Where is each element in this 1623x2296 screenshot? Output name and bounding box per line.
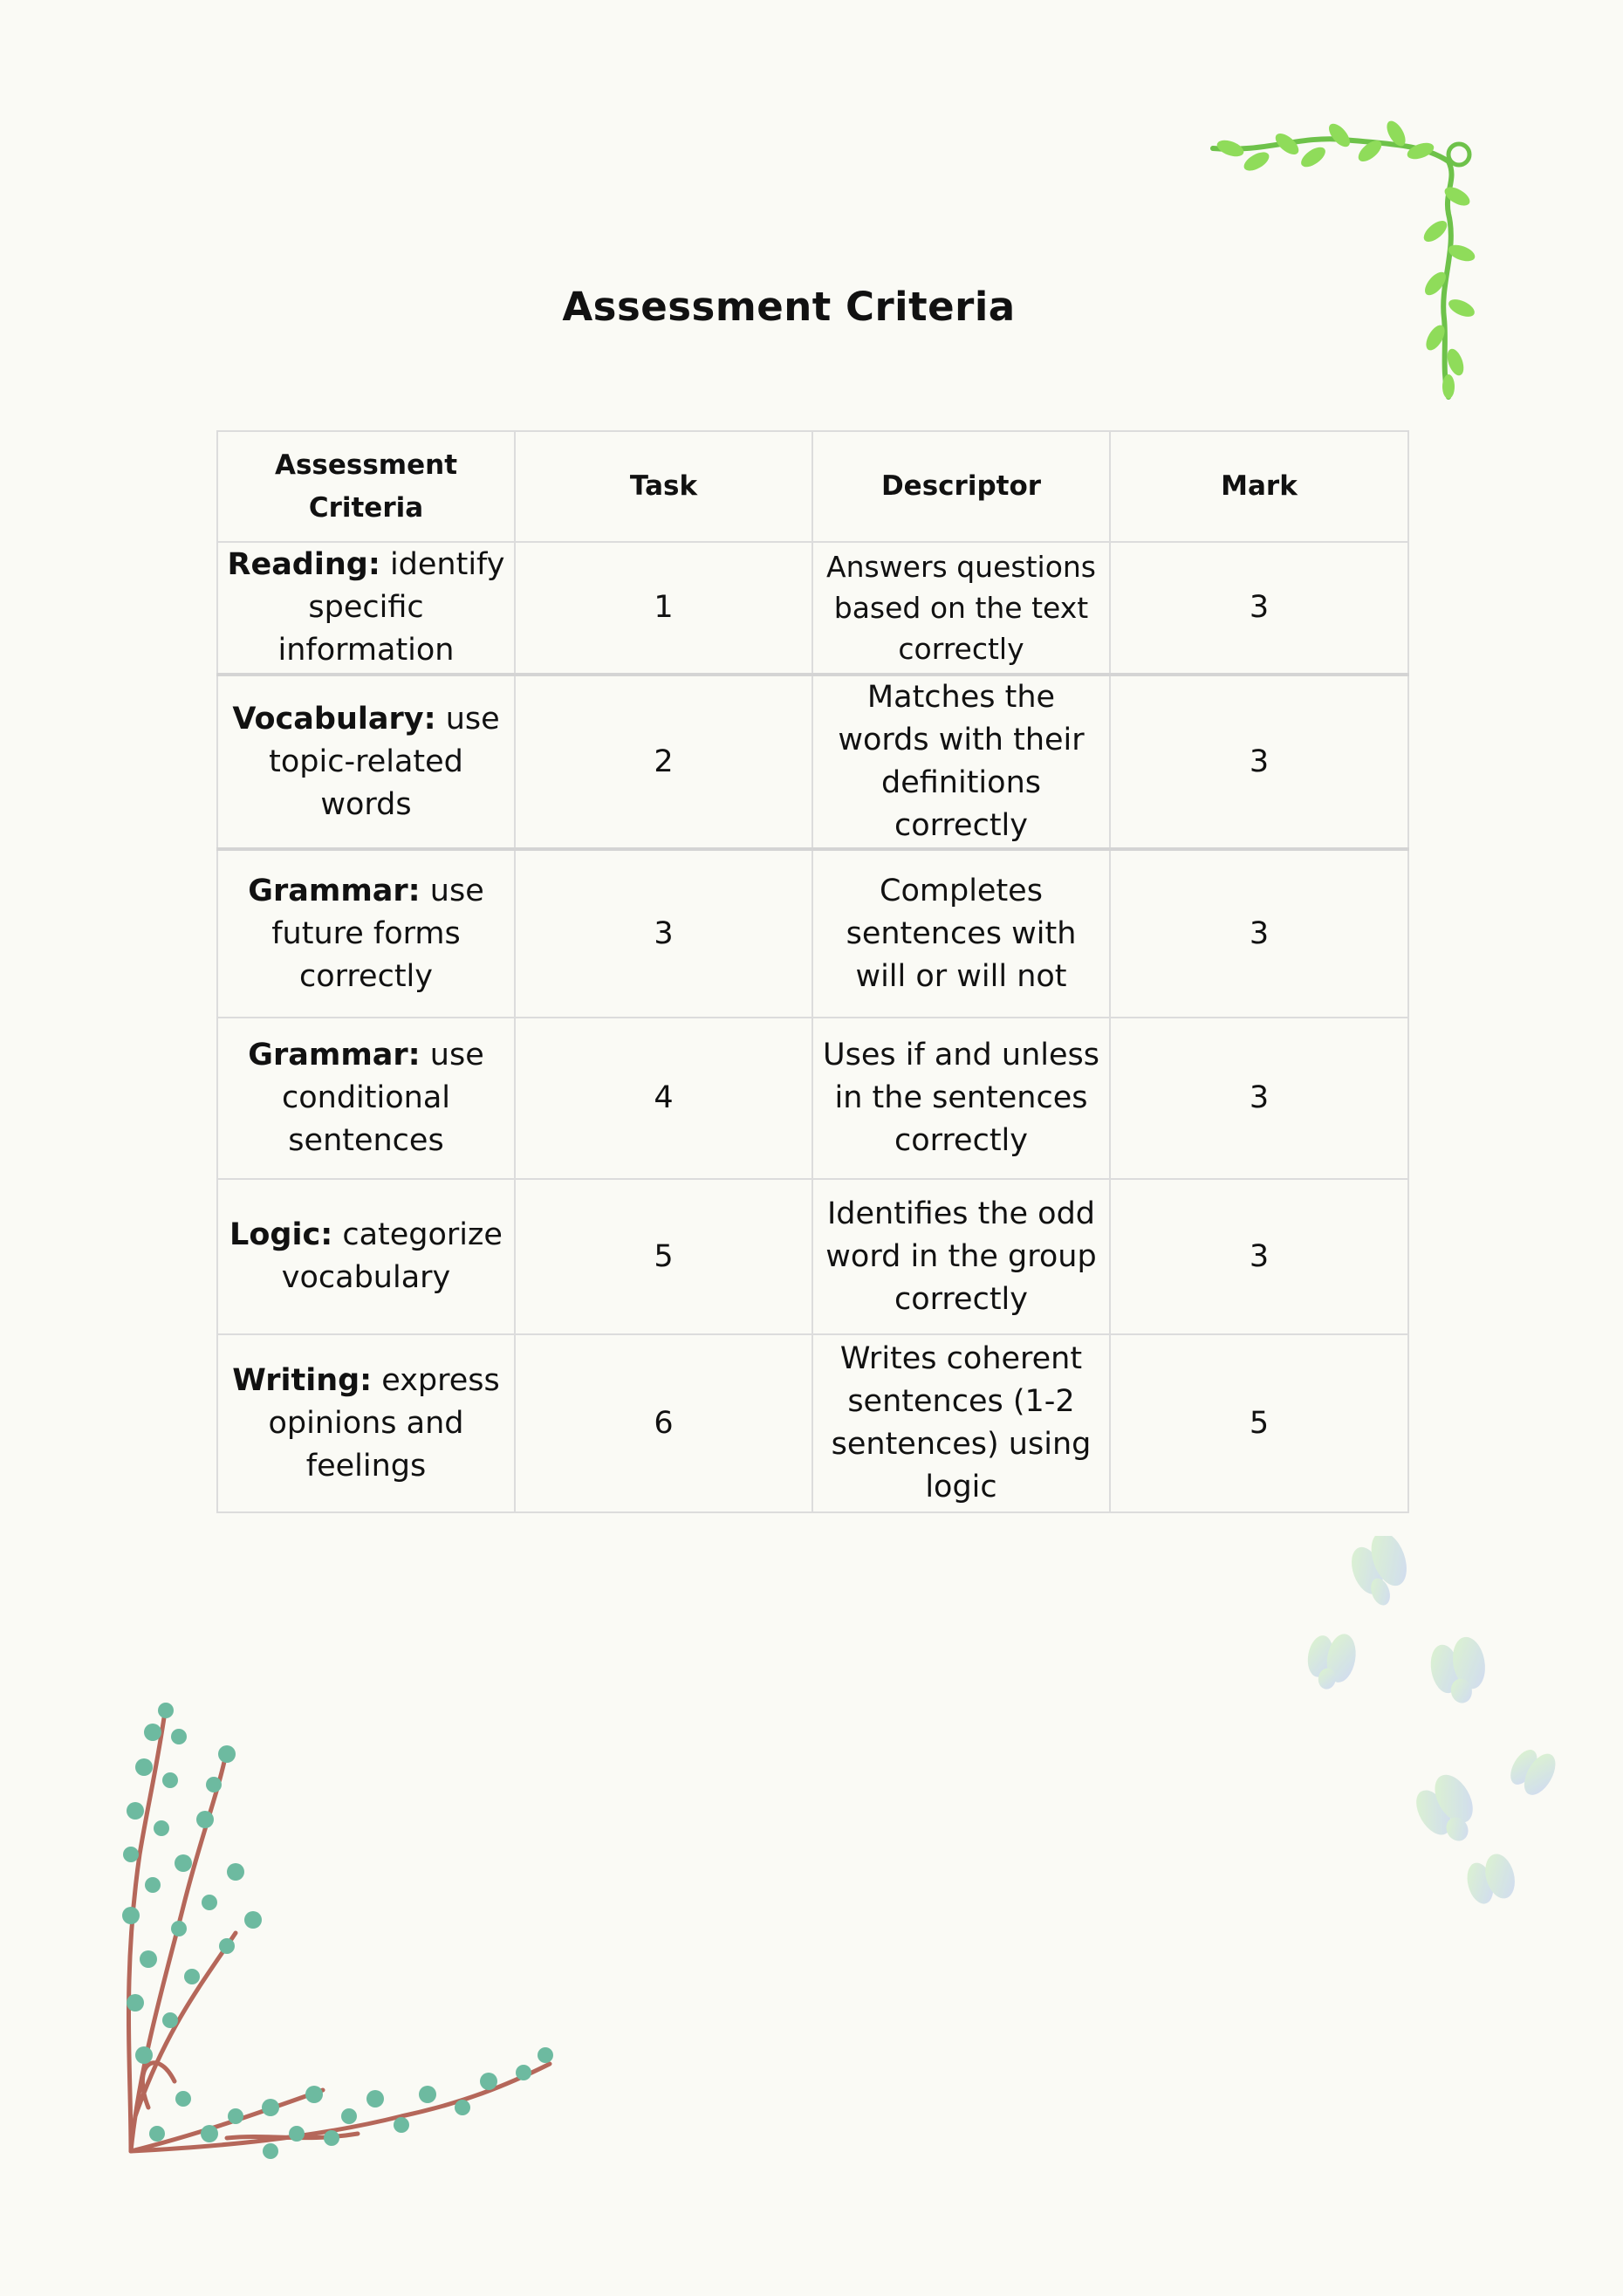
header-assessment-criteria: Assessment Criteria (217, 431, 515, 542)
table-row (217, 1179, 1408, 1334)
criterion-text: use topic-related words (269, 701, 500, 822)
table-row (217, 542, 1408, 675)
mark-cell: 3 (1110, 1179, 1408, 1334)
mark-cell: 3 (1110, 542, 1408, 675)
criterion-cell (217, 1334, 515, 1512)
criterion-text: express opinions and feelings (268, 1362, 500, 1484)
table-header-row (217, 431, 1408, 542)
task-cell: 5 (515, 1179, 812, 1334)
table-row (217, 1334, 1408, 1512)
task-cell: 4 (515, 1018, 812, 1179)
criterion-label: Grammar: (248, 1038, 421, 1073)
mark-cell: 3 (1110, 675, 1408, 849)
descriptor-cell: Writes coherent sentences (1-2 sentences) using logic (812, 1334, 1110, 1512)
criterion-cell (217, 849, 515, 1018)
descriptor-cell: Answers questions based on the text correctly (812, 542, 1110, 675)
criterion-label: Grammar: (248, 873, 421, 908)
header-descriptor: Descriptor (812, 431, 1110, 542)
criterion-label: Writing: (232, 1362, 373, 1398)
descriptor-cell: Uses if and unless in the sentences correctly (812, 1018, 1110, 1179)
leafy-branch-icon (96, 1697, 567, 2169)
criterion-cell (217, 1018, 515, 1179)
criterion-cell (217, 542, 515, 675)
criterion-cell (217, 675, 515, 849)
table-row (217, 849, 1408, 1018)
mark-cell: 5 (1110, 1334, 1408, 1512)
criterion-text: identify specific information (277, 547, 505, 668)
mark-cell: 3 (1110, 1018, 1408, 1179)
criterion-label: Reading: (227, 547, 380, 582)
criterion-text: use future forms correctly (271, 873, 484, 994)
header-task: Task (515, 431, 812, 542)
criterion-text: categorize vocabulary (281, 1217, 503, 1295)
task-cell: 6 (515, 1334, 812, 1512)
page-title: Assessment Criteria (562, 284, 1016, 330)
green-vine-icon (1195, 109, 1510, 406)
descriptor-cell: Identifies the odd word in the group correctly (812, 1179, 1110, 1334)
descriptor-cell: Completes sentences with will or will not (812, 849, 1110, 1018)
assessment-table (216, 430, 1409, 1513)
criterion-text: use conditional sentences (282, 1038, 484, 1158)
criterion-label: Logic: (229, 1217, 333, 1252)
task-cell: 1 (515, 542, 812, 675)
task-cell: 3 (515, 849, 812, 1018)
butterflies-icon (1291, 1536, 1571, 1929)
header-mark: Mark (1110, 431, 1408, 542)
task-cell: 2 (515, 675, 812, 849)
table-row (217, 675, 1408, 849)
table-row (217, 1018, 1408, 1179)
descriptor-cell: Matches the words with their definitions correctly (812, 675, 1110, 849)
mark-cell: 3 (1110, 849, 1408, 1018)
criterion-label: Vocabulary: (232, 701, 436, 737)
criterion-cell (217, 1179, 515, 1334)
